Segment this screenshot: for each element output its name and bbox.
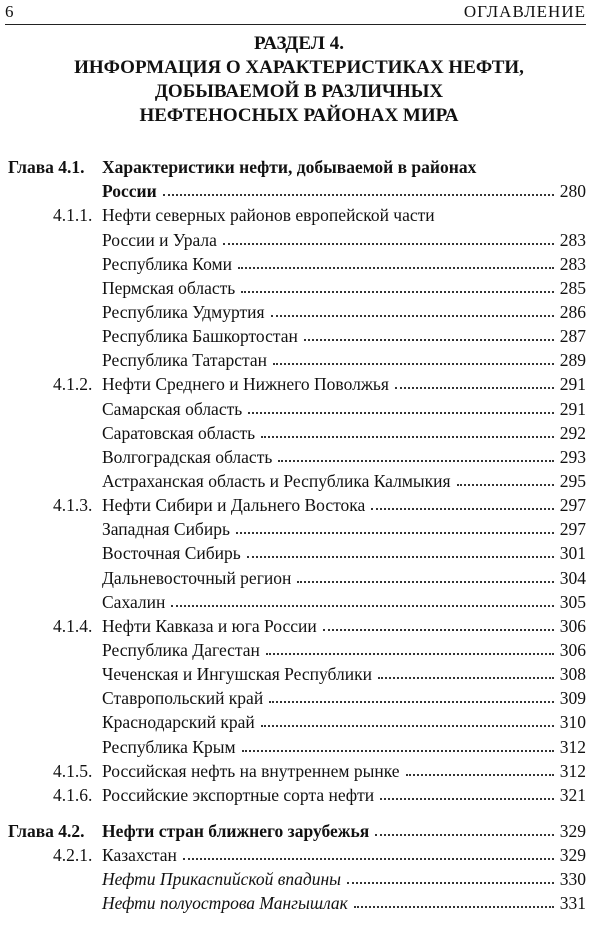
toc-title: Западная Сибирь <box>102 519 230 540</box>
toc-title: Республика Крым <box>102 736 236 757</box>
toc-number: Глава 4.1. <box>8 157 85 178</box>
toc-entry-krasnodar[interactable] <box>8 709 586 733</box>
toc-entry-chapter-4-1-cont[interactable] <box>8 178 586 202</box>
toc-page: 297 <box>559 519 586 540</box>
toc-page: 301 <box>559 543 586 564</box>
toc-page: 329 <box>559 845 586 866</box>
dot-leader <box>380 797 554 800</box>
toc-page: 312 <box>559 736 586 757</box>
toc-number: 4.1.3. <box>53 495 93 516</box>
toc-number: 4.1.2. <box>53 374 93 395</box>
toc-title: Нефти полуострова Мангышлак <box>102 893 348 914</box>
section-title-line-1: ИНФОРМАЦИЯ О ХАРАКТЕРИСТИКАХ НЕФТИ, <box>74 57 524 78</box>
toc-number: Глава 4.2. <box>8 820 85 841</box>
toc-title: Нефти Кавказа и юга России <box>102 615 317 636</box>
toc-number: 4.1.4. <box>53 615 93 636</box>
toc-page: 283 <box>559 229 586 250</box>
toc-entry-perm[interactable] <box>8 275 586 299</box>
dot-leader <box>247 555 554 558</box>
dot-leader <box>347 881 554 884</box>
dot-leader <box>323 628 554 631</box>
toc-title: Самарская область <box>102 398 243 419</box>
toc-entry-chapter-4-1[interactable] <box>8 154 586 178</box>
toc-title: Республика Татарстан <box>102 350 268 371</box>
toc-page: 283 <box>559 253 586 274</box>
toc-title: Нефти Сибири и Дальнего Востока <box>102 495 366 516</box>
dot-leader <box>371 507 554 510</box>
toc-page: 293 <box>559 446 586 467</box>
dot-leader <box>457 483 554 486</box>
toc-entry-volgograd[interactable] <box>8 444 586 468</box>
toc-title: Казахстан <box>102 845 177 866</box>
toc-title: Восточная Сибирь <box>102 543 241 564</box>
dot-leader <box>261 435 554 438</box>
toc-number: 4.1.5. <box>53 760 93 781</box>
dot-leader <box>183 857 554 860</box>
toc-title: Чеченская и Ингушская Республики <box>102 664 372 685</box>
toc-title: Республика Дагестан <box>102 639 260 660</box>
toc-entry-crimea[interactable] <box>8 733 586 757</box>
toc-page: 291 <box>559 398 586 419</box>
toc-title: Саратовская область <box>102 422 256 443</box>
toc-number: 4.1.1. <box>53 205 93 226</box>
toc-page: 308 <box>559 664 586 685</box>
toc-number: 4.1.6. <box>53 784 93 805</box>
toc-title: Нефти Среднего и Нижнего Поволжья <box>102 374 389 395</box>
toc-page: 286 <box>559 301 586 322</box>
toc-number: 4.2.1. <box>53 845 93 866</box>
toc-title: Краснодарский край <box>102 712 255 733</box>
dot-leader <box>378 676 554 679</box>
toc-page: 321 <box>559 784 586 805</box>
dot-leader <box>236 531 554 534</box>
toc-title: России <box>102 181 157 202</box>
toc-page: 305 <box>559 591 586 612</box>
dot-leader <box>273 362 554 365</box>
toc-title: Российские экспортные сорта нефти <box>102 784 375 805</box>
toc-entry-stavropol[interactable] <box>8 685 586 709</box>
toc-title: Характеристики нефти, добываемой в районах <box>102 157 477 178</box>
toc-page: 329 <box>559 820 586 841</box>
toc-title: Нефти северных районов европейской части <box>102 205 435 226</box>
toc-entry-4-1-1[interactable] <box>8 202 586 226</box>
toc-entry-komi[interactable] <box>8 251 586 275</box>
page-number: 6 <box>5 2 14 21</box>
chapter-spacer <box>8 806 586 818</box>
toc-entry-4-1-6[interactable] <box>8 782 586 806</box>
dot-leader <box>304 338 554 341</box>
toc-entry-samara[interactable] <box>8 395 586 419</box>
toc-entry-chapter-4-2[interactable] <box>8 818 586 842</box>
dot-leader <box>271 314 554 317</box>
running-header <box>5 2 586 25</box>
toc-entry-4-1-5[interactable] <box>8 758 586 782</box>
toc-title: Дальневосточный регион <box>102 567 292 588</box>
toc-entry-chechnya-ingushetia[interactable] <box>8 661 586 685</box>
running-title: ОГЛАВЛЕНИЕ <box>463 2 586 21</box>
toc-entry-saratov[interactable] <box>8 420 586 444</box>
dot-leader <box>375 833 554 836</box>
toc-page: 306 <box>559 639 586 660</box>
toc-title: Волгоградская область <box>102 446 273 467</box>
toc-page: 309 <box>559 688 586 709</box>
dot-leader <box>278 459 554 462</box>
toc-title: Нефти Прикаспийской впадины <box>102 869 341 890</box>
toc-page: 330 <box>559 869 586 890</box>
toc-title: Республика Башкортостан <box>102 326 298 347</box>
section-heading <box>0 32 598 128</box>
toc-entry-west-siberia[interactable] <box>8 516 586 540</box>
dot-leader <box>406 773 554 776</box>
dot-leader <box>223 242 554 245</box>
dot-leader <box>261 724 554 727</box>
toc-entry-precaspian[interactable] <box>8 866 586 890</box>
dot-leader <box>297 580 554 583</box>
toc-entry-bashkortostan[interactable] <box>8 323 586 347</box>
toc-entry-sakhalin[interactable] <box>8 589 586 613</box>
toc-entry-tatarstan[interactable] <box>8 347 586 371</box>
section-title-line-2: ДОБЫВАЕМОЙ В РАЗЛИЧНЫХ <box>154 81 444 102</box>
dot-leader <box>266 652 554 655</box>
toc-title: Нефти стран ближнего зарубежья <box>102 820 370 841</box>
dot-leader <box>395 386 554 389</box>
toc-page: 304 <box>559 567 586 588</box>
toc-page: 310 <box>559 712 586 733</box>
toc-title: Республика Коми <box>102 253 232 274</box>
toc-title: Республика Удмуртия <box>102 301 265 322</box>
toc-page: 285 <box>559 277 586 298</box>
toc-page: 331 <box>559 893 586 914</box>
toc-page: 280 <box>559 181 586 202</box>
section-title-line-3: НЕФТЕНОСНЫХ РАЙОНАХ МИРА <box>139 105 459 126</box>
toc-entry-mangyshlak[interactable] <box>8 890 586 914</box>
table-of-contents <box>8 154 586 914</box>
toc-entry-dagestan[interactable] <box>8 637 586 661</box>
dot-leader <box>242 749 554 752</box>
dot-leader <box>354 905 554 908</box>
toc-page: 297 <box>559 495 586 516</box>
toc-entry-4-1-3[interactable] <box>8 492 586 516</box>
toc-entry-4-1-1-cont[interactable] <box>8 226 586 250</box>
toc-title: Пермская область <box>102 277 236 298</box>
toc-page: 291 <box>559 374 586 395</box>
toc-page: 287 <box>559 326 586 347</box>
toc-page: 312 <box>559 760 586 781</box>
toc-entry-east-siberia[interactable] <box>8 540 586 564</box>
toc-title: России и Урала <box>102 229 217 250</box>
toc-title: Астраханская область и Республика Калмыкия <box>102 470 451 491</box>
toc-title: Российская нефть на внутреннем рынке <box>102 760 400 781</box>
toc-page: 292 <box>559 422 586 443</box>
toc-entry-4-1-4[interactable] <box>8 613 586 637</box>
toc-page: 295 <box>559 470 586 491</box>
dot-leader <box>171 604 554 607</box>
toc-entry-4-2-1[interactable] <box>8 842 586 866</box>
toc-title: Ставропольский край <box>102 688 264 709</box>
toc-page: 289 <box>559 350 586 371</box>
dot-leader <box>248 411 554 414</box>
toc-title: Сахалин <box>102 591 166 612</box>
toc-entry-4-1-2[interactable] <box>8 371 586 395</box>
toc-entry-udmurtia[interactable] <box>8 299 586 323</box>
dot-leader <box>241 290 554 293</box>
dot-leader <box>238 266 554 269</box>
dot-leader <box>163 193 554 196</box>
dot-leader <box>269 700 554 703</box>
section-number: РАЗДЕЛ 4. <box>254 33 344 54</box>
toc-page: 306 <box>559 615 586 636</box>
toc-entry-astrakhan[interactable] <box>8 468 586 492</box>
toc-entry-far-east[interactable] <box>8 564 586 588</box>
